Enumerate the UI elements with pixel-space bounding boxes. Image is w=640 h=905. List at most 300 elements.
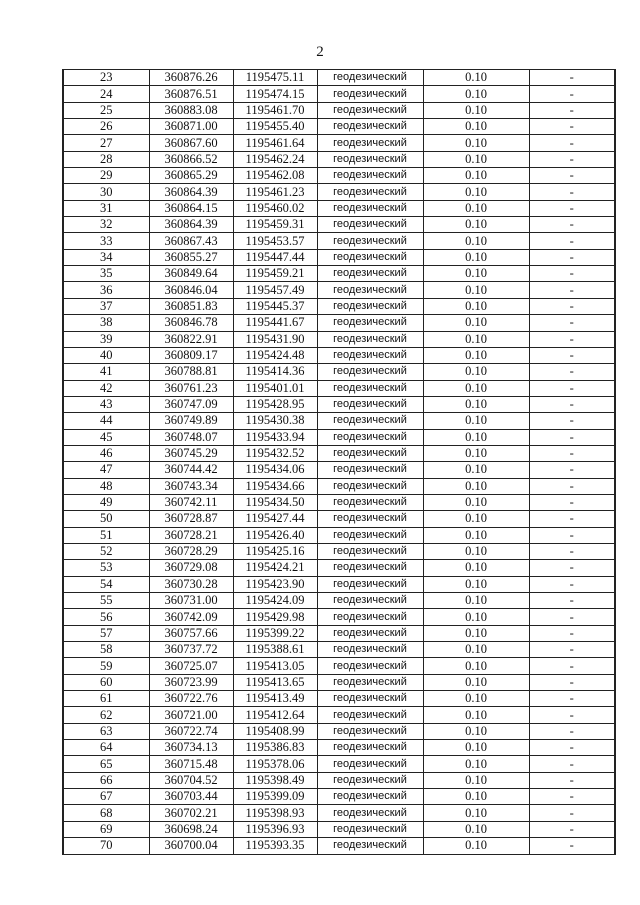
y-coordinate-cell: 1195399.09 (233, 789, 317, 805)
description-cell: - (529, 233, 615, 249)
point-number-cell: 52 (63, 543, 149, 559)
description-cell: - (529, 282, 615, 298)
accuracy-cell: 0.10 (423, 838, 529, 854)
table-row (63, 462, 615, 478)
table-row (63, 135, 615, 151)
y-coordinate-cell: 1195434.50 (233, 494, 317, 510)
description-cell: - (529, 560, 615, 576)
accuracy-cell: 0.10 (423, 772, 529, 788)
accuracy-cell: 0.10 (423, 723, 529, 739)
method-cell: геодезический (317, 70, 423, 86)
table-row (63, 168, 615, 184)
method-cell: геодезический (317, 478, 423, 494)
point-number-cell: 33 (63, 233, 149, 249)
y-coordinate-cell: 1195378.06 (233, 756, 317, 772)
description-cell: - (529, 413, 615, 429)
point-number-cell: 35 (63, 266, 149, 282)
x-coordinate-cell: 360867.43 (149, 233, 233, 249)
description-cell: - (529, 135, 615, 151)
table-row (63, 789, 615, 805)
x-coordinate-cell: 360866.52 (149, 151, 233, 167)
table-row (63, 151, 615, 167)
y-coordinate-cell: 1195460.02 (233, 200, 317, 216)
y-coordinate-cell: 1195461.70 (233, 102, 317, 118)
accuracy-cell: 0.10 (423, 691, 529, 707)
y-coordinate-cell: 1195429.98 (233, 609, 317, 625)
accuracy-cell: 0.10 (423, 233, 529, 249)
accuracy-cell: 0.10 (423, 135, 529, 151)
point-number-cell: 26 (63, 119, 149, 135)
table-row (63, 396, 615, 412)
table-row (63, 560, 615, 576)
method-cell: геодезический (317, 772, 423, 788)
x-coordinate-cell: 360725.07 (149, 658, 233, 674)
point-number-cell: 32 (63, 217, 149, 233)
x-coordinate-cell: 360876.51 (149, 86, 233, 102)
accuracy-cell: 0.10 (423, 429, 529, 445)
x-coordinate-cell: 360864.39 (149, 184, 233, 200)
description-cell: - (529, 315, 615, 331)
description-cell: - (529, 740, 615, 756)
point-number-cell: 25 (63, 102, 149, 118)
table-row (63, 838, 615, 854)
method-cell: геодезический (317, 543, 423, 559)
x-coordinate-cell: 360757.66 (149, 625, 233, 641)
accuracy-cell: 0.10 (423, 805, 529, 821)
point-number-cell: 42 (63, 380, 149, 396)
description-cell: - (529, 380, 615, 396)
x-coordinate-cell: 360729.08 (149, 560, 233, 576)
method-cell: геодезический (317, 315, 423, 331)
point-number-cell: 70 (63, 838, 149, 854)
accuracy-cell: 0.10 (423, 576, 529, 592)
method-cell: геодезический (317, 576, 423, 592)
method-cell: геодезический (317, 168, 423, 184)
description-cell: - (529, 642, 615, 658)
description-cell: - (529, 429, 615, 445)
description-cell: - (529, 789, 615, 805)
x-coordinate-cell: 360742.11 (149, 494, 233, 510)
method-cell: геодезический (317, 625, 423, 641)
table-row (63, 756, 615, 772)
x-coordinate-cell: 360846.04 (149, 282, 233, 298)
accuracy-cell: 0.10 (423, 560, 529, 576)
accuracy-cell: 0.10 (423, 364, 529, 380)
accuracy-cell: 0.10 (423, 331, 529, 347)
x-coordinate-cell: 360728.87 (149, 511, 233, 527)
y-coordinate-cell: 1195413.49 (233, 691, 317, 707)
y-coordinate-cell: 1195413.65 (233, 674, 317, 690)
x-coordinate-cell: 360702.21 (149, 805, 233, 821)
description-cell: - (529, 168, 615, 184)
description-cell: - (529, 151, 615, 167)
description-cell: - (529, 347, 615, 363)
x-coordinate-cell: 360734.13 (149, 740, 233, 756)
table-row (63, 119, 615, 135)
method-cell: геодезический (317, 723, 423, 739)
table-row (63, 691, 615, 707)
description-cell: - (529, 494, 615, 510)
y-coordinate-cell: 1195423.90 (233, 576, 317, 592)
method-cell: геодезический (317, 233, 423, 249)
method-cell: геодезический (317, 151, 423, 167)
description-cell: - (529, 462, 615, 478)
point-number-cell: 36 (63, 282, 149, 298)
y-coordinate-cell: 1195433.94 (233, 429, 317, 445)
table-row (63, 511, 615, 527)
method-cell: геодезический (317, 184, 423, 200)
y-coordinate-cell: 1195399.22 (233, 625, 317, 641)
method-cell: геодезический (317, 756, 423, 772)
method-cell: геодезический (317, 282, 423, 298)
y-coordinate-cell: 1195462.08 (233, 168, 317, 184)
table-row (63, 347, 615, 363)
x-coordinate-cell: 360745.29 (149, 445, 233, 461)
description-cell: - (529, 821, 615, 837)
point-number-cell: 59 (63, 658, 149, 674)
point-number-cell: 29 (63, 168, 149, 184)
method-cell: геодезический (317, 217, 423, 233)
description-cell: - (529, 217, 615, 233)
point-number-cell: 56 (63, 609, 149, 625)
description-cell: - (529, 331, 615, 347)
point-number-cell: 24 (63, 86, 149, 102)
method-cell: геодезический (317, 119, 423, 135)
x-coordinate-cell: 360728.21 (149, 527, 233, 543)
accuracy-cell: 0.10 (423, 151, 529, 167)
accuracy-cell: 0.10 (423, 821, 529, 837)
table-row (63, 609, 615, 625)
accuracy-cell: 0.10 (423, 707, 529, 723)
point-number-cell: 66 (63, 772, 149, 788)
method-cell: геодезический (317, 838, 423, 854)
point-number-cell: 47 (63, 462, 149, 478)
description-cell: - (529, 396, 615, 412)
point-number-cell: 68 (63, 805, 149, 821)
method-cell: геодезический (317, 445, 423, 461)
y-coordinate-cell: 1195398.49 (233, 772, 317, 788)
y-coordinate-cell: 1195434.06 (233, 462, 317, 478)
table-row (63, 642, 615, 658)
accuracy-cell: 0.10 (423, 298, 529, 314)
point-number-cell: 69 (63, 821, 149, 837)
method-cell: геодезический (317, 740, 423, 756)
accuracy-cell: 0.10 (423, 543, 529, 559)
x-coordinate-cell: 360748.07 (149, 429, 233, 445)
point-number-cell: 39 (63, 331, 149, 347)
x-coordinate-cell: 360744.42 (149, 462, 233, 478)
y-coordinate-cell: 1195386.83 (233, 740, 317, 756)
y-coordinate-cell: 1195459.31 (233, 217, 317, 233)
method-cell: геодезический (317, 511, 423, 527)
point-number-cell: 51 (63, 527, 149, 543)
method-cell: геодезический (317, 266, 423, 282)
accuracy-cell: 0.10 (423, 593, 529, 609)
description-cell: - (529, 658, 615, 674)
point-number-cell: 53 (63, 560, 149, 576)
point-number-cell: 27 (63, 135, 149, 151)
x-coordinate-cell: 360883.08 (149, 102, 233, 118)
y-coordinate-cell: 1195432.52 (233, 445, 317, 461)
point-number-cell: 40 (63, 347, 149, 363)
y-coordinate-cell: 1195431.90 (233, 331, 317, 347)
description-cell: - (529, 86, 615, 102)
accuracy-cell: 0.10 (423, 380, 529, 396)
method-cell: геодезический (317, 593, 423, 609)
table-row (63, 576, 615, 592)
table-row (63, 315, 615, 331)
table-row (63, 543, 615, 559)
table-row (63, 266, 615, 282)
x-coordinate-cell: 360737.72 (149, 642, 233, 658)
accuracy-cell: 0.10 (423, 658, 529, 674)
point-number-cell: 45 (63, 429, 149, 445)
table-row (63, 413, 615, 429)
table-row (63, 527, 615, 543)
x-coordinate-cell: 360722.76 (149, 691, 233, 707)
table-row (63, 805, 615, 821)
description-cell: - (529, 723, 615, 739)
method-cell: геодезический (317, 707, 423, 723)
method-cell: геодезический (317, 102, 423, 118)
point-number-cell: 65 (63, 756, 149, 772)
table-row (63, 102, 615, 118)
x-coordinate-cell: 360788.81 (149, 364, 233, 380)
x-coordinate-cell: 360704.52 (149, 772, 233, 788)
x-coordinate-cell: 360849.64 (149, 266, 233, 282)
table-row (63, 217, 615, 233)
method-cell: геодезический (317, 805, 423, 821)
description-cell: - (529, 249, 615, 265)
description-cell: - (529, 625, 615, 641)
point-number-cell: 43 (63, 396, 149, 412)
method-cell: геодезический (317, 380, 423, 396)
description-cell: - (529, 707, 615, 723)
y-coordinate-cell: 1195447.44 (233, 249, 317, 265)
y-coordinate-cell: 1195461.64 (233, 135, 317, 151)
point-number-cell: 60 (63, 674, 149, 690)
table-row (63, 233, 615, 249)
accuracy-cell: 0.10 (423, 674, 529, 690)
x-coordinate-cell: 360723.99 (149, 674, 233, 690)
y-coordinate-cell: 1195408.99 (233, 723, 317, 739)
accuracy-cell: 0.10 (423, 266, 529, 282)
description-cell: - (529, 200, 615, 216)
y-coordinate-cell: 1195401.01 (233, 380, 317, 396)
method-cell: геодезический (317, 658, 423, 674)
point-number-cell: 49 (63, 494, 149, 510)
method-cell: геодезический (317, 462, 423, 478)
table-row (63, 674, 615, 690)
description-cell: - (529, 445, 615, 461)
x-coordinate-cell: 360722.74 (149, 723, 233, 739)
point-number-cell: 31 (63, 200, 149, 216)
description-cell: - (529, 805, 615, 821)
table-row (63, 200, 615, 216)
y-coordinate-cell: 1195430.38 (233, 413, 317, 429)
table-row (63, 821, 615, 837)
y-coordinate-cell: 1195457.49 (233, 282, 317, 298)
description-cell: - (529, 838, 615, 854)
y-coordinate-cell: 1195462.24 (233, 151, 317, 167)
description-cell: - (529, 478, 615, 494)
method-cell: геодезический (317, 609, 423, 625)
x-coordinate-cell: 360743.34 (149, 478, 233, 494)
description-cell: - (529, 70, 615, 86)
table-row (63, 364, 615, 380)
x-coordinate-cell: 360698.24 (149, 821, 233, 837)
method-cell: геодезический (317, 249, 423, 265)
x-coordinate-cell: 360851.83 (149, 298, 233, 314)
table-row (63, 249, 615, 265)
table-row (63, 429, 615, 445)
x-coordinate-cell: 360728.29 (149, 543, 233, 559)
coordinates-table (62, 69, 616, 855)
point-number-cell: 62 (63, 707, 149, 723)
accuracy-cell: 0.10 (423, 70, 529, 86)
x-coordinate-cell: 360721.00 (149, 707, 233, 723)
description-cell: - (529, 184, 615, 200)
method-cell: геодезический (317, 331, 423, 347)
table-row (63, 494, 615, 510)
accuracy-cell: 0.10 (423, 217, 529, 233)
accuracy-cell: 0.10 (423, 527, 529, 543)
y-coordinate-cell: 1195414.36 (233, 364, 317, 380)
y-coordinate-cell: 1195424.21 (233, 560, 317, 576)
y-coordinate-cell: 1195475.11 (233, 70, 317, 86)
table-row (63, 740, 615, 756)
accuracy-cell: 0.10 (423, 494, 529, 510)
accuracy-cell: 0.10 (423, 347, 529, 363)
description-cell: - (529, 772, 615, 788)
method-cell: геодезический (317, 494, 423, 510)
x-coordinate-cell: 360730.28 (149, 576, 233, 592)
y-coordinate-cell: 1195393.35 (233, 838, 317, 854)
accuracy-cell: 0.10 (423, 200, 529, 216)
coordinates-table-body (63, 70, 615, 855)
x-coordinate-cell: 360731.00 (149, 593, 233, 609)
x-coordinate-cell: 360876.26 (149, 70, 233, 86)
accuracy-cell: 0.10 (423, 642, 529, 658)
accuracy-cell: 0.10 (423, 462, 529, 478)
point-number-cell: 34 (63, 249, 149, 265)
table-row (63, 445, 615, 461)
accuracy-cell: 0.10 (423, 789, 529, 805)
point-number-cell: 37 (63, 298, 149, 314)
y-coordinate-cell: 1195445.37 (233, 298, 317, 314)
y-coordinate-cell: 1195396.93 (233, 821, 317, 837)
table-row (63, 70, 615, 86)
point-number-cell: 67 (63, 789, 149, 805)
table-row (63, 723, 615, 739)
y-coordinate-cell: 1195424.09 (233, 593, 317, 609)
y-coordinate-cell: 1195424.48 (233, 347, 317, 363)
point-number-cell: 54 (63, 576, 149, 592)
point-number-cell: 50 (63, 511, 149, 527)
accuracy-cell: 0.10 (423, 119, 529, 135)
y-coordinate-cell: 1195474.15 (233, 86, 317, 102)
y-coordinate-cell: 1195453.57 (233, 233, 317, 249)
method-cell: геодезический (317, 86, 423, 102)
y-coordinate-cell: 1195412.64 (233, 707, 317, 723)
y-coordinate-cell: 1195388.61 (233, 642, 317, 658)
y-coordinate-cell: 1195398.93 (233, 805, 317, 821)
method-cell: геодезический (317, 789, 423, 805)
method-cell: геодезический (317, 413, 423, 429)
x-coordinate-cell: 360703.44 (149, 789, 233, 805)
y-coordinate-cell: 1195441.67 (233, 315, 317, 331)
y-coordinate-cell: 1195413.05 (233, 658, 317, 674)
table-row (63, 625, 615, 641)
x-coordinate-cell: 360747.09 (149, 396, 233, 412)
table-row (63, 478, 615, 494)
point-number-cell: 48 (63, 478, 149, 494)
method-cell: геодезический (317, 364, 423, 380)
x-coordinate-cell: 360864.39 (149, 217, 233, 233)
x-coordinate-cell: 360761.23 (149, 380, 233, 396)
y-coordinate-cell: 1195426.40 (233, 527, 317, 543)
description-cell: - (529, 756, 615, 772)
x-coordinate-cell: 360846.78 (149, 315, 233, 331)
accuracy-cell: 0.10 (423, 184, 529, 200)
method-cell: геодезический (317, 674, 423, 690)
method-cell: геодезический (317, 429, 423, 445)
description-cell: - (529, 266, 615, 282)
y-coordinate-cell: 1195455.40 (233, 119, 317, 135)
accuracy-cell: 0.10 (423, 609, 529, 625)
accuracy-cell: 0.10 (423, 249, 529, 265)
description-cell: - (529, 364, 615, 380)
x-coordinate-cell: 360865.29 (149, 168, 233, 184)
x-coordinate-cell: 360742.09 (149, 609, 233, 625)
table-row (63, 707, 615, 723)
method-cell: геодезический (317, 560, 423, 576)
point-number-cell: 23 (63, 70, 149, 86)
description-cell: - (529, 691, 615, 707)
x-coordinate-cell: 360749.89 (149, 413, 233, 429)
table-row (63, 331, 615, 347)
description-cell: - (529, 674, 615, 690)
x-coordinate-cell: 360855.27 (149, 249, 233, 265)
accuracy-cell: 0.10 (423, 102, 529, 118)
y-coordinate-cell: 1195425.16 (233, 543, 317, 559)
method-cell: геодезический (317, 135, 423, 151)
x-coordinate-cell: 360715.48 (149, 756, 233, 772)
point-number-cell: 61 (63, 691, 149, 707)
accuracy-cell: 0.10 (423, 625, 529, 641)
point-number-cell: 41 (63, 364, 149, 380)
method-cell: геодезический (317, 642, 423, 658)
x-coordinate-cell: 360700.04 (149, 838, 233, 854)
accuracy-cell: 0.10 (423, 740, 529, 756)
x-coordinate-cell: 360867.60 (149, 135, 233, 151)
method-cell: геодезический (317, 527, 423, 543)
point-number-cell: 55 (63, 593, 149, 609)
point-number-cell: 44 (63, 413, 149, 429)
page-number: 2 (316, 44, 324, 60)
point-number-cell: 64 (63, 740, 149, 756)
method-cell: геодезический (317, 347, 423, 363)
x-coordinate-cell: 360864.15 (149, 200, 233, 216)
accuracy-cell: 0.10 (423, 511, 529, 527)
accuracy-cell: 0.10 (423, 396, 529, 412)
table-row (63, 593, 615, 609)
method-cell: геодезический (317, 200, 423, 216)
x-coordinate-cell: 360809.17 (149, 347, 233, 363)
table-row (63, 86, 615, 102)
accuracy-cell: 0.10 (423, 413, 529, 429)
description-cell: - (529, 609, 615, 625)
